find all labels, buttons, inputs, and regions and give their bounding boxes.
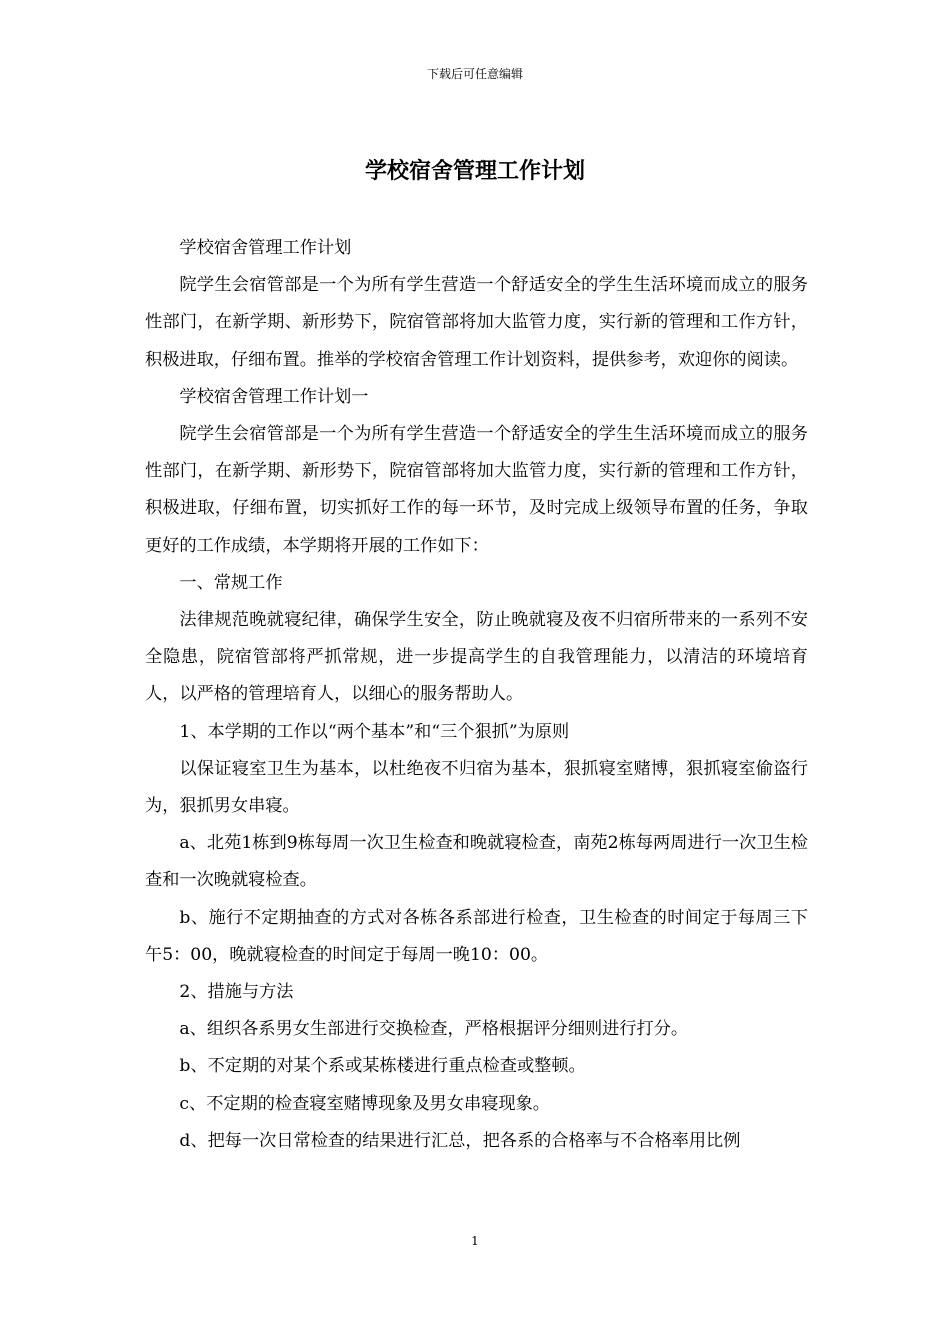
paragraph: 学校宿舍管理工作计划一 [179, 386, 369, 407]
paragraph: 以保证寝室卫生为基本，以杜绝夜不归宿为基本，狠抓寝室赌博，狠抓寝室偷盗行为，狠抓男女串寝。 [145, 758, 808, 817]
document-title: 学校宿舍管理工作计划 [364, 158, 585, 184]
paragraph: a、北苑1栋到9栋每周一次卫生检查和晚就寝检查，南苑2栋每两周进行一次卫生检查和一次晚就寝检查。 [145, 833, 808, 891]
paragraph: d、把每一次日常检查的结果进行汇总，把各系的合格率与不合格率用比例 [179, 1130, 741, 1151]
page-header: 下载后可任意编辑 [426, 67, 523, 81]
paragraph: 院学生会宿管部是一个为所有学生营造一个舒适安全的学生生活环境而成立的服务性部门，在新学期、新形势下，院宿管部将加大监管力度，实行新的管理和工作方针，积极进取，仔细布置，切实抓好工作的每一环节，及时完成上级领导布置的任务，争取更好的工作成绩，本学期将开展的工作如下： [145, 424, 808, 556]
paragraph: b、不定期的对某个系或某栋楼进行重点检查或整顿。 [179, 1056, 586, 1077]
paragraph: 一、常规工作 [179, 572, 283, 593]
paragraph: 学校宿舍管理工作计划 [179, 238, 352, 258]
paragraph: 2、措施与方法 [179, 982, 294, 1003]
paragraph: b、施行不定期抽查的方式对各栋各系部进行检查，卫生检查的时间定于每周三下午5：00，晚就寝检查的时间定于每周一晚10：00。 [145, 907, 808, 965]
paragraph: 法律规范晚就寝纪律，确保学生安全，防止晚就寝及夜不归宿所带来的一系列不安全隐患，院宿管部将严抓常规，进一步提高学生的自我管理能力，以清洁的环境培育人，以严格的管理培育人，以细心的服务帮助人。 [145, 610, 808, 705]
paragraph: a、组织各系男女生部进行交换检查，严格根据评分细则进行打分。 [179, 1019, 689, 1040]
paragraph: 院学生会宿管部是一个为所有学生营造一个舒适安全的学生生活环境而成立的服务性部门，在新学期、新形势下，院宿管部将加大监管力度，实行新的管理和工作方针，积极进取，仔细布置。推举的学校宿舍管理工作计划资料，提供参考，欢迎你的阅读。 [145, 275, 808, 370]
document-body [145, 230, 808, 1160]
paragraph: c、不定期的检查寝室赌博现象及男女串寝现象。 [179, 1093, 550, 1114]
paragraph: 1、本学期的工作以“两个基本”和“三个狠抓”为原则 [179, 721, 570, 742]
page-number: 1 [471, 1234, 479, 1248]
